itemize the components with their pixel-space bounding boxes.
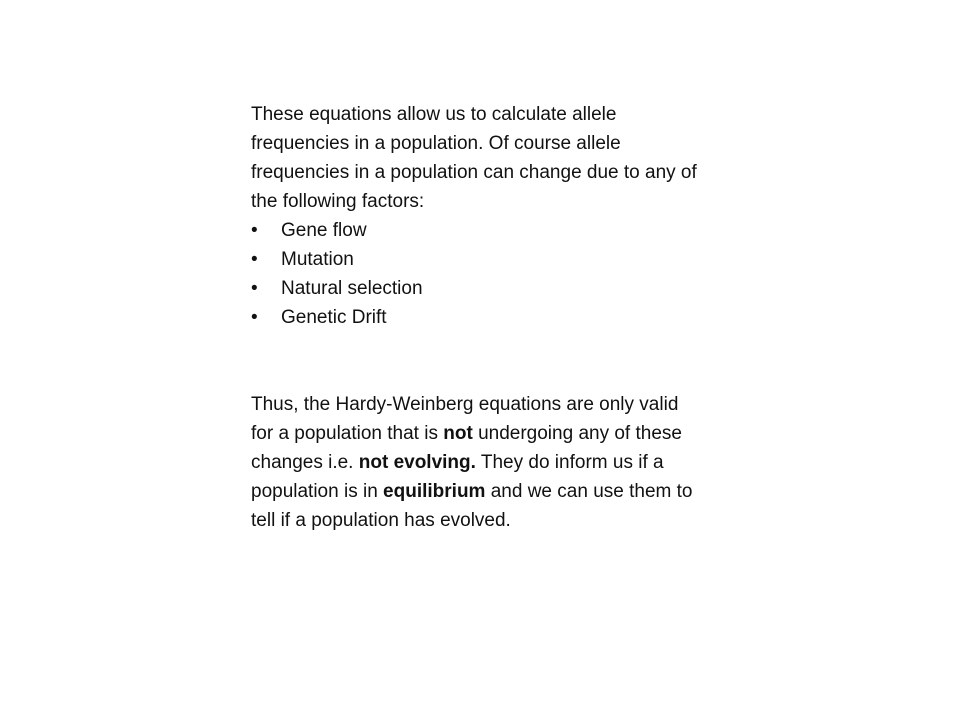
bullet-icon: • bbox=[251, 307, 258, 328]
conclusion-text: Thus, the Hardy-Weinberg equations are only valid for a population that is bbox=[251, 394, 679, 444]
factor-list bbox=[251, 216, 701, 332]
intro-paragraph: These equations allow us to calculate allele frequencies in a population. Of course allele frequencies in a population can change due to any of the following factors: bbox=[251, 104, 697, 212]
conclusion-text: and we can use them to tell if a population has evolved. bbox=[251, 481, 693, 531]
conclusion-text: undergoing any of these changes i.e. bbox=[251, 423, 682, 473]
emphasis-text: not evolving. bbox=[358, 452, 476, 473]
emphasis-text: equilibrium bbox=[383, 481, 486, 502]
conclusion-text: They do inform us if a population is in bbox=[251, 452, 664, 502]
bullet-icon: • bbox=[251, 220, 258, 241]
conclusion-paragraph bbox=[251, 390, 701, 535]
emphasis-text: not bbox=[443, 423, 473, 444]
list-item bbox=[251, 303, 701, 332]
factor-label: Gene flow bbox=[281, 220, 367, 241]
list-item bbox=[251, 245, 701, 274]
factor-label: Natural selection bbox=[281, 278, 423, 299]
paragraph-spacer bbox=[251, 332, 701, 390]
bullet-icon: • bbox=[251, 249, 258, 270]
bullet-icon: • bbox=[251, 278, 258, 299]
factor-label: Genetic Drift bbox=[281, 307, 387, 328]
slide-text-block bbox=[251, 100, 701, 535]
factor-label: Mutation bbox=[281, 249, 354, 270]
list-item bbox=[251, 274, 701, 303]
list-item bbox=[251, 216, 701, 245]
